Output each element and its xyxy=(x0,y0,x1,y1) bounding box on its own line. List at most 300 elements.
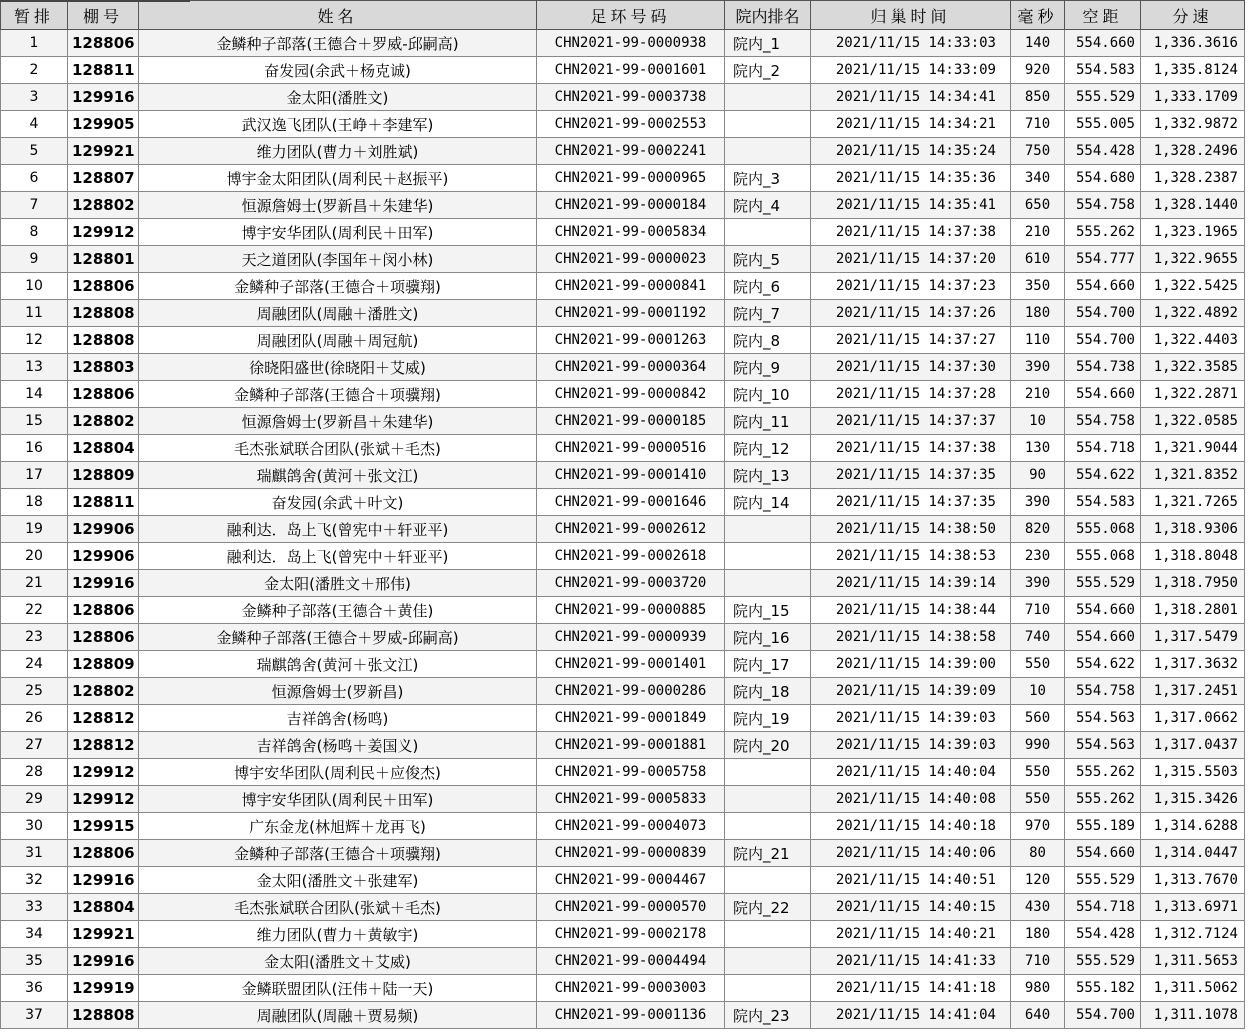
court-rank-cell[interactable]: 院内_1 xyxy=(725,30,811,57)
loft-number-cell[interactable]: 129912 xyxy=(68,219,139,246)
loft-number-cell[interactable]: 128812 xyxy=(68,732,139,759)
distance-cell[interactable]: 554.660 xyxy=(1065,273,1141,300)
table-row[interactable] xyxy=(1,354,1245,381)
ms-cell[interactable]: 210 xyxy=(1011,219,1065,246)
loft-number-cell[interactable]: 129921 xyxy=(68,138,139,165)
distance-cell[interactable]: 554.758 xyxy=(1065,678,1141,705)
ms-cell[interactable]: 10 xyxy=(1011,678,1065,705)
ring-number-cell[interactable]: CHN2021-99-0001401 xyxy=(537,651,725,678)
ring-number-cell[interactable]: CHN2021-99-0000184 xyxy=(537,192,725,219)
return-time-cell[interactable]: 2021/11/15 14:35:24 xyxy=(811,138,1011,165)
rank-cell[interactable]: 31 xyxy=(1,840,68,867)
table-row[interactable] xyxy=(1,84,1245,111)
ring-number-cell[interactable]: CHN2021-99-0000939 xyxy=(537,624,725,651)
court-rank-cell[interactable] xyxy=(725,138,811,165)
ms-cell[interactable]: 740 xyxy=(1011,624,1065,651)
return-time-cell[interactable]: 2021/11/15 14:37:38 xyxy=(811,219,1011,246)
rank-cell[interactable]: 23 xyxy=(1,624,68,651)
table-row[interactable] xyxy=(1,786,1245,813)
name-cell[interactable]: 博宇金太阳团队(周利民＋赵振平) xyxy=(139,165,537,192)
rank-cell[interactable]: 12 xyxy=(1,327,68,354)
name-cell[interactable]: 奋发园(余武＋杨克诚) xyxy=(139,57,537,84)
ring-number-cell[interactable]: CHN2021-99-0000842 xyxy=(537,381,725,408)
table-row[interactable] xyxy=(1,975,1245,1002)
distance-cell[interactable]: 554.758 xyxy=(1065,192,1141,219)
ring-number-cell[interactable]: CHN2021-99-0002553 xyxy=(537,111,725,138)
rank-cell[interactable]: 35 xyxy=(1,948,68,975)
rank-cell[interactable]: 11 xyxy=(1,300,68,327)
header-ring[interactable]: 足环号码 xyxy=(537,1,725,30)
return-time-cell[interactable]: 2021/11/15 14:40:08 xyxy=(811,786,1011,813)
return-time-cell[interactable]: 2021/11/15 14:40:18 xyxy=(811,813,1011,840)
rank-cell[interactable]: 27 xyxy=(1,732,68,759)
rank-cell[interactable]: 6 xyxy=(1,165,68,192)
table-row[interactable] xyxy=(1,813,1245,840)
ring-number-cell[interactable]: CHN2021-99-0003720 xyxy=(537,570,725,597)
ms-cell[interactable]: 210 xyxy=(1011,381,1065,408)
rank-cell[interactable]: 9 xyxy=(1,246,68,273)
distance-cell[interactable]: 554.738 xyxy=(1065,354,1141,381)
rank-cell[interactable]: 7 xyxy=(1,192,68,219)
distance-cell[interactable]: 555.262 xyxy=(1065,759,1141,786)
speed-cell[interactable]: 1,321.7265 xyxy=(1141,489,1245,516)
name-cell[interactable]: 周融团队(周融＋潘胜文) xyxy=(139,300,537,327)
speed-cell[interactable]: 1,311.5653 xyxy=(1141,948,1245,975)
speed-cell[interactable]: 1,315.5503 xyxy=(1141,759,1245,786)
ring-number-cell[interactable]: CHN2021-99-0005758 xyxy=(537,759,725,786)
loft-number-cell[interactable]: 128811 xyxy=(68,489,139,516)
court-rank-cell[interactable]: 院内_23 xyxy=(725,1002,811,1029)
table-row[interactable] xyxy=(1,381,1245,408)
ring-number-cell[interactable]: CHN2021-99-0001192 xyxy=(537,300,725,327)
return-time-cell[interactable]: 2021/11/15 14:38:44 xyxy=(811,597,1011,624)
distance-cell[interactable]: 554.660 xyxy=(1065,30,1141,57)
distance-cell[interactable]: 554.660 xyxy=(1065,597,1141,624)
name-cell[interactable]: 金鳞种子部落(王德合＋项骥翔) xyxy=(139,273,537,300)
court-rank-cell[interactable] xyxy=(725,759,811,786)
loft-number-cell[interactable]: 128809 xyxy=(68,651,139,678)
return-time-cell[interactable]: 2021/11/15 14:37:38 xyxy=(811,435,1011,462)
speed-cell[interactable]: 1,322.9655 xyxy=(1141,246,1245,273)
speed-cell[interactable]: 1,328.2387 xyxy=(1141,165,1245,192)
distance-cell[interactable]: 554.660 xyxy=(1065,624,1141,651)
table-row[interactable] xyxy=(1,1002,1245,1029)
return-time-cell[interactable]: 2021/11/15 14:37:35 xyxy=(811,489,1011,516)
ms-cell[interactable]: 140 xyxy=(1011,30,1065,57)
court-rank-cell[interactable]: 院内_14 xyxy=(725,489,811,516)
return-time-cell[interactable]: 2021/11/15 14:38:50 xyxy=(811,516,1011,543)
distance-cell[interactable]: 554.700 xyxy=(1065,327,1141,354)
ring-number-cell[interactable]: CHN2021-99-0000023 xyxy=(537,246,725,273)
name-cell[interactable]: 博宇安华团队(周利民＋田军) xyxy=(139,219,537,246)
table-row[interactable] xyxy=(1,705,1245,732)
rank-cell[interactable]: 24 xyxy=(1,651,68,678)
header-speed[interactable]: 分速 xyxy=(1141,1,1245,30)
name-cell[interactable]: 融利达．岛上飞(曾宪中＋轩亚平) xyxy=(139,516,537,543)
loft-number-cell[interactable]: 128806 xyxy=(68,273,139,300)
speed-cell[interactable]: 1,317.0662 xyxy=(1141,705,1245,732)
court-rank-cell[interactable]: 院内_6 xyxy=(725,273,811,300)
name-cell[interactable]: 瑞麒鸽舍(黄河＋张文江) xyxy=(139,651,537,678)
rank-cell[interactable]: 3 xyxy=(1,84,68,111)
header-rank[interactable]: 暂排 xyxy=(1,1,68,30)
speed-cell[interactable]: 1,322.2871 xyxy=(1141,381,1245,408)
ring-number-cell[interactable]: CHN2021-99-0000364 xyxy=(537,354,725,381)
distance-cell[interactable]: 555.529 xyxy=(1065,867,1141,894)
ring-number-cell[interactable]: CHN2021-99-0002178 xyxy=(537,921,725,948)
court-rank-cell[interactable]: 院内_5 xyxy=(725,246,811,273)
return-time-cell[interactable]: 2021/11/15 14:39:03 xyxy=(811,732,1011,759)
loft-number-cell[interactable]: 128803 xyxy=(68,354,139,381)
ring-number-cell[interactable]: CHN2021-99-0000885 xyxy=(537,597,725,624)
ms-cell[interactable]: 180 xyxy=(1011,300,1065,327)
ring-number-cell[interactable]: CHN2021-99-0005834 xyxy=(537,219,725,246)
distance-cell[interactable]: 554.428 xyxy=(1065,138,1141,165)
name-cell[interactable]: 金鳞种子部落(王德合＋黄佳) xyxy=(139,597,537,624)
name-cell[interactable]: 毛杰张斌联合团队(张斌＋毛杰) xyxy=(139,894,537,921)
speed-cell[interactable]: 1,336.3616 xyxy=(1141,30,1245,57)
ring-number-cell[interactable]: CHN2021-99-0002241 xyxy=(537,138,725,165)
ms-cell[interactable]: 230 xyxy=(1011,543,1065,570)
name-cell[interactable]: 金鳞种子部落(王德合＋罗威-邱嗣高) xyxy=(139,624,537,651)
court-rank-cell[interactable]: 院内_20 xyxy=(725,732,811,759)
name-cell[interactable]: 周融团队(周融＋周冠航) xyxy=(139,327,537,354)
distance-cell[interactable]: 554.428 xyxy=(1065,921,1141,948)
name-cell[interactable]: 武汉逸飞团队(王峥＋李建军) xyxy=(139,111,537,138)
return-time-cell[interactable]: 2021/11/15 14:41:33 xyxy=(811,948,1011,975)
distance-cell[interactable]: 555.189 xyxy=(1065,813,1141,840)
rank-cell[interactable]: 32 xyxy=(1,867,68,894)
ms-cell[interactable]: 340 xyxy=(1011,165,1065,192)
ring-number-cell[interactable]: CHN2021-99-0004073 xyxy=(537,813,725,840)
rank-cell[interactable]: 15 xyxy=(1,408,68,435)
rank-cell[interactable]: 4 xyxy=(1,111,68,138)
name-cell[interactable]: 金鳞种子部落(王德合＋项骥翔) xyxy=(139,840,537,867)
name-cell[interactable]: 周融团队(周融＋贾易频) xyxy=(139,1002,537,1029)
table-row[interactable] xyxy=(1,165,1245,192)
loft-number-cell[interactable]: 129916 xyxy=(68,948,139,975)
table-row[interactable] xyxy=(1,138,1245,165)
name-cell[interactable]: 金太阳(潘胜文＋艾威) xyxy=(139,948,537,975)
ring-number-cell[interactable]: CHN2021-99-0004467 xyxy=(537,867,725,894)
ms-cell[interactable]: 820 xyxy=(1011,516,1065,543)
name-cell[interactable]: 吉祥鸽舍(杨鸣＋姜国义) xyxy=(139,732,537,759)
distance-cell[interactable]: 554.718 xyxy=(1065,894,1141,921)
ms-cell[interactable]: 550 xyxy=(1011,651,1065,678)
rank-cell[interactable]: 17 xyxy=(1,462,68,489)
distance-cell[interactable]: 555.529 xyxy=(1065,948,1141,975)
table-row[interactable] xyxy=(1,867,1245,894)
speed-cell[interactable]: 1,318.8048 xyxy=(1141,543,1245,570)
ms-cell[interactable]: 640 xyxy=(1011,1002,1065,1029)
distance-cell[interactable]: 554.777 xyxy=(1065,246,1141,273)
header-distance[interactable]: 空距 xyxy=(1065,1,1141,30)
return-time-cell[interactable]: 2021/11/15 14:37:28 xyxy=(811,381,1011,408)
return-time-cell[interactable]: 2021/11/15 14:35:41 xyxy=(811,192,1011,219)
loft-number-cell[interactable]: 128806 xyxy=(68,624,139,651)
speed-cell[interactable]: 1,312.7124 xyxy=(1141,921,1245,948)
return-time-cell[interactable]: 2021/11/15 14:40:06 xyxy=(811,840,1011,867)
ms-cell[interactable]: 390 xyxy=(1011,570,1065,597)
court-rank-cell[interactable]: 院内_19 xyxy=(725,705,811,732)
court-rank-cell[interactable] xyxy=(725,921,811,948)
rank-cell[interactable]: 36 xyxy=(1,975,68,1002)
court-rank-cell[interactable] xyxy=(725,543,811,570)
return-time-cell[interactable]: 2021/11/15 14:41:18 xyxy=(811,975,1011,1002)
ring-number-cell[interactable]: CHN2021-99-0001136 xyxy=(537,1002,725,1029)
name-cell[interactable]: 吉祥鸽舍(杨鸣) xyxy=(139,705,537,732)
name-cell[interactable]: 博宇安华团队(周利民＋田军) xyxy=(139,786,537,813)
ring-number-cell[interactable]: CHN2021-99-0001410 xyxy=(537,462,725,489)
return-time-cell[interactable]: 2021/11/15 14:38:58 xyxy=(811,624,1011,651)
ring-number-cell[interactable]: CHN2021-99-0000841 xyxy=(537,273,725,300)
rank-cell[interactable]: 28 xyxy=(1,759,68,786)
rank-cell[interactable]: 8 xyxy=(1,219,68,246)
return-time-cell[interactable]: 2021/11/15 14:39:03 xyxy=(811,705,1011,732)
distance-cell[interactable]: 554.563 xyxy=(1065,732,1141,759)
loft-number-cell[interactable]: 128808 xyxy=(68,300,139,327)
distance-cell[interactable]: 555.529 xyxy=(1065,84,1141,111)
ms-cell[interactable]: 10 xyxy=(1011,408,1065,435)
court-rank-cell[interactable] xyxy=(725,219,811,246)
distance-cell[interactable]: 554.758 xyxy=(1065,408,1141,435)
distance-cell[interactable]: 554.583 xyxy=(1065,489,1141,516)
return-time-cell[interactable]: 2021/11/15 14:38:53 xyxy=(811,543,1011,570)
ring-number-cell[interactable]: CHN2021-99-0000516 xyxy=(537,435,725,462)
table-row[interactable] xyxy=(1,678,1245,705)
court-rank-cell[interactable]: 院内_4 xyxy=(725,192,811,219)
ring-number-cell[interactable]: CHN2021-99-0000938 xyxy=(537,30,725,57)
speed-cell[interactable]: 1,311.1078 xyxy=(1141,1002,1245,1029)
header-court-rank[interactable]: 院内排名 xyxy=(725,1,811,30)
ms-cell[interactable]: 750 xyxy=(1011,138,1065,165)
loft-number-cell[interactable]: 128806 xyxy=(68,597,139,624)
name-cell[interactable]: 金鳞联盟团队(汪伟＋陆一天) xyxy=(139,975,537,1002)
name-cell[interactable]: 恒源詹姆士(罗新昌＋朱建华) xyxy=(139,408,537,435)
loft-number-cell[interactable]: 128808 xyxy=(68,1002,139,1029)
table-row[interactable] xyxy=(1,759,1245,786)
speed-cell[interactable]: 1,313.6971 xyxy=(1141,894,1245,921)
table-row[interactable] xyxy=(1,921,1245,948)
table-row[interactable] xyxy=(1,219,1245,246)
return-time-cell[interactable]: 2021/11/15 14:39:00 xyxy=(811,651,1011,678)
court-rank-cell[interactable]: 院内_12 xyxy=(725,435,811,462)
speed-cell[interactable]: 1,314.6288 xyxy=(1141,813,1245,840)
loft-number-cell[interactable]: 129921 xyxy=(68,921,139,948)
table-row[interactable] xyxy=(1,57,1245,84)
loft-number-cell[interactable]: 128804 xyxy=(68,894,139,921)
name-cell[interactable]: 广东金龙(林旭辉＋龙再飞) xyxy=(139,813,537,840)
ms-cell[interactable]: 710 xyxy=(1011,111,1065,138)
ring-number-cell[interactable]: CHN2021-99-0003003 xyxy=(537,975,725,1002)
court-rank-cell[interactable]: 院内_8 xyxy=(725,327,811,354)
speed-cell[interactable]: 1,332.9872 xyxy=(1141,111,1245,138)
table-row[interactable] xyxy=(1,651,1245,678)
distance-cell[interactable]: 554.700 xyxy=(1065,300,1141,327)
speed-cell[interactable]: 1,317.2451 xyxy=(1141,678,1245,705)
header-name[interactable]: 姓名 xyxy=(139,1,537,30)
ring-number-cell[interactable]: CHN2021-99-0003738 xyxy=(537,84,725,111)
loft-number-cell[interactable]: 129905 xyxy=(68,111,139,138)
loft-number-cell[interactable]: 128808 xyxy=(68,327,139,354)
ring-number-cell[interactable]: CHN2021-99-0004494 xyxy=(537,948,725,975)
name-cell[interactable]: 金太阳(潘胜文＋邢伟) xyxy=(139,570,537,597)
rank-cell[interactable]: 14 xyxy=(1,381,68,408)
table-row[interactable] xyxy=(1,408,1245,435)
name-cell[interactable]: 金太阳(潘胜文＋张建军) xyxy=(139,867,537,894)
court-rank-cell[interactable]: 院内_13 xyxy=(725,462,811,489)
ms-cell[interactable]: 990 xyxy=(1011,732,1065,759)
loft-number-cell[interactable]: 129916 xyxy=(68,84,139,111)
ring-number-cell[interactable]: CHN2021-99-0005833 xyxy=(537,786,725,813)
speed-cell[interactable]: 1,322.5425 xyxy=(1141,273,1245,300)
loft-number-cell[interactable]: 128804 xyxy=(68,435,139,462)
name-cell[interactable]: 瑞麒鸽舍(黄河＋张文江) xyxy=(139,462,537,489)
loft-number-cell[interactable]: 129906 xyxy=(68,516,139,543)
ms-cell[interactable]: 180 xyxy=(1011,921,1065,948)
court-rank-cell[interactable]: 院内_15 xyxy=(725,597,811,624)
rank-cell[interactable]: 29 xyxy=(1,786,68,813)
speed-cell[interactable]: 1,328.1440 xyxy=(1141,192,1245,219)
return-time-cell[interactable]: 2021/11/15 14:39:14 xyxy=(811,570,1011,597)
table-row[interactable] xyxy=(1,894,1245,921)
speed-cell[interactable]: 1,311.5062 xyxy=(1141,975,1245,1002)
ms-cell[interactable]: 120 xyxy=(1011,867,1065,894)
return-time-cell[interactable]: 2021/11/15 14:37:26 xyxy=(811,300,1011,327)
distance-cell[interactable]: 554.563 xyxy=(1065,705,1141,732)
rank-cell[interactable]: 20 xyxy=(1,543,68,570)
return-time-cell[interactable]: 2021/11/15 14:39:09 xyxy=(811,678,1011,705)
table-row[interactable] xyxy=(1,111,1245,138)
ms-cell[interactable]: 550 xyxy=(1011,759,1065,786)
ms-cell[interactable]: 130 xyxy=(1011,435,1065,462)
name-cell[interactable]: 金鳞种子部落(王德合＋项骥翔) xyxy=(139,381,537,408)
name-cell[interactable]: 维力团队(曹力＋黄敏宇) xyxy=(139,921,537,948)
court-rank-cell[interactable] xyxy=(725,786,811,813)
table-row[interactable] xyxy=(1,462,1245,489)
return-time-cell[interactable]: 2021/11/15 14:40:51 xyxy=(811,867,1011,894)
return-time-cell[interactable]: 2021/11/15 14:35:36 xyxy=(811,165,1011,192)
court-rank-cell[interactable] xyxy=(725,516,811,543)
ring-number-cell[interactable]: CHN2021-99-0001881 xyxy=(537,732,725,759)
ring-number-cell[interactable]: CHN2021-99-0000839 xyxy=(537,840,725,867)
rank-cell[interactable]: 37 xyxy=(1,1002,68,1029)
return-time-cell[interactable]: 2021/11/15 14:41:04 xyxy=(811,1002,1011,1029)
rank-cell[interactable]: 1 xyxy=(1,30,68,57)
distance-cell[interactable]: 555.005 xyxy=(1065,111,1141,138)
speed-cell[interactable]: 1,318.9306 xyxy=(1141,516,1245,543)
loft-number-cell[interactable]: 128806 xyxy=(68,30,139,57)
court-rank-cell[interactable] xyxy=(725,570,811,597)
return-time-cell[interactable]: 2021/11/15 14:37:35 xyxy=(811,462,1011,489)
table-row[interactable] xyxy=(1,30,1245,57)
court-rank-cell[interactable]: 院内_7 xyxy=(725,300,811,327)
ring-number-cell[interactable]: CHN2021-99-0002612 xyxy=(537,516,725,543)
court-rank-cell[interactable] xyxy=(725,867,811,894)
speed-cell[interactable]: 1,314.0447 xyxy=(1141,840,1245,867)
rank-cell[interactable]: 30 xyxy=(1,813,68,840)
loft-number-cell[interactable]: 129919 xyxy=(68,975,139,1002)
court-rank-cell[interactable] xyxy=(725,111,811,138)
ms-cell[interactable]: 710 xyxy=(1011,948,1065,975)
rank-cell[interactable]: 16 xyxy=(1,435,68,462)
ms-cell[interactable]: 920 xyxy=(1011,57,1065,84)
table-row[interactable] xyxy=(1,840,1245,867)
distance-cell[interactable]: 555.182 xyxy=(1065,975,1141,1002)
loft-number-cell[interactable]: 129915 xyxy=(68,813,139,840)
ms-cell[interactable]: 550 xyxy=(1011,786,1065,813)
rank-cell[interactable]: 34 xyxy=(1,921,68,948)
speed-cell[interactable]: 1,322.0585 xyxy=(1141,408,1245,435)
return-time-cell[interactable]: 2021/11/15 14:34:21 xyxy=(811,111,1011,138)
speed-cell[interactable]: 1,317.0437 xyxy=(1141,732,1245,759)
rank-cell[interactable]: 26 xyxy=(1,705,68,732)
ms-cell[interactable]: 110 xyxy=(1011,327,1065,354)
ms-cell[interactable]: 80 xyxy=(1011,840,1065,867)
name-cell[interactable]: 博宇安华团队(周利民＋应俊杰) xyxy=(139,759,537,786)
speed-cell[interactable]: 1,318.2801 xyxy=(1141,597,1245,624)
ms-cell[interactable]: 350 xyxy=(1011,273,1065,300)
loft-number-cell[interactable]: 128807 xyxy=(68,165,139,192)
loft-number-cell[interactable]: 129912 xyxy=(68,786,139,813)
speed-cell[interactable]: 1,317.3632 xyxy=(1141,651,1245,678)
ms-cell[interactable]: 980 xyxy=(1011,975,1065,1002)
return-time-cell[interactable]: 2021/11/15 14:33:03 xyxy=(811,30,1011,57)
ms-cell[interactable]: 710 xyxy=(1011,597,1065,624)
rank-cell[interactable]: 19 xyxy=(1,516,68,543)
header-ms[interactable]: 毫秒 xyxy=(1011,1,1065,30)
loft-number-cell[interactable]: 128802 xyxy=(68,192,139,219)
loft-number-cell[interactable]: 129906 xyxy=(68,543,139,570)
court-rank-cell[interactable]: 院内_17 xyxy=(725,651,811,678)
speed-cell[interactable]: 1,323.1965 xyxy=(1141,219,1245,246)
name-cell[interactable]: 天之道团队(李国年＋闵小林) xyxy=(139,246,537,273)
name-cell[interactable]: 恒源詹姆士(罗新昌＋朱建华) xyxy=(139,192,537,219)
ring-number-cell[interactable]: CHN2021-99-0002618 xyxy=(537,543,725,570)
loft-number-cell[interactable]: 129916 xyxy=(68,570,139,597)
ms-cell[interactable]: 390 xyxy=(1011,354,1065,381)
ms-cell[interactable]: 390 xyxy=(1011,489,1065,516)
return-time-cell[interactable]: 2021/11/15 14:37:23 xyxy=(811,273,1011,300)
rank-cell[interactable]: 5 xyxy=(1,138,68,165)
speed-cell[interactable]: 1,321.9044 xyxy=(1141,435,1245,462)
distance-cell[interactable]: 555.068 xyxy=(1065,543,1141,570)
loft-number-cell[interactable]: 128809 xyxy=(68,462,139,489)
speed-cell[interactable]: 1,333.1709 xyxy=(1141,84,1245,111)
ms-cell[interactable]: 430 xyxy=(1011,894,1065,921)
speed-cell[interactable]: 1,322.4403 xyxy=(1141,327,1245,354)
table-row[interactable] xyxy=(1,435,1245,462)
return-time-cell[interactable]: 2021/11/15 14:40:04 xyxy=(811,759,1011,786)
ms-cell[interactable]: 850 xyxy=(1011,84,1065,111)
ms-cell[interactable]: 90 xyxy=(1011,462,1065,489)
speed-cell[interactable]: 1,322.4892 xyxy=(1141,300,1245,327)
distance-cell[interactable]: 554.700 xyxy=(1065,1002,1141,1029)
loft-number-cell[interactable]: 128806 xyxy=(68,381,139,408)
court-rank-cell[interactable]: 院内_18 xyxy=(725,678,811,705)
rank-cell[interactable]: 2 xyxy=(1,57,68,84)
return-time-cell[interactable]: 2021/11/15 14:37:37 xyxy=(811,408,1011,435)
rank-cell[interactable]: 22 xyxy=(1,597,68,624)
court-rank-cell[interactable] xyxy=(725,975,811,1002)
distance-cell[interactable]: 554.622 xyxy=(1065,462,1141,489)
table-row[interactable] xyxy=(1,543,1245,570)
court-rank-cell[interactable]: 院内_21 xyxy=(725,840,811,867)
speed-cell[interactable]: 1,328.2496 xyxy=(1141,138,1245,165)
ms-cell[interactable]: 610 xyxy=(1011,246,1065,273)
return-time-cell[interactable]: 2021/11/15 14:40:21 xyxy=(811,921,1011,948)
name-cell[interactable]: 金鳞种子部落(王德合＋罗威-邱嗣高) xyxy=(139,30,537,57)
